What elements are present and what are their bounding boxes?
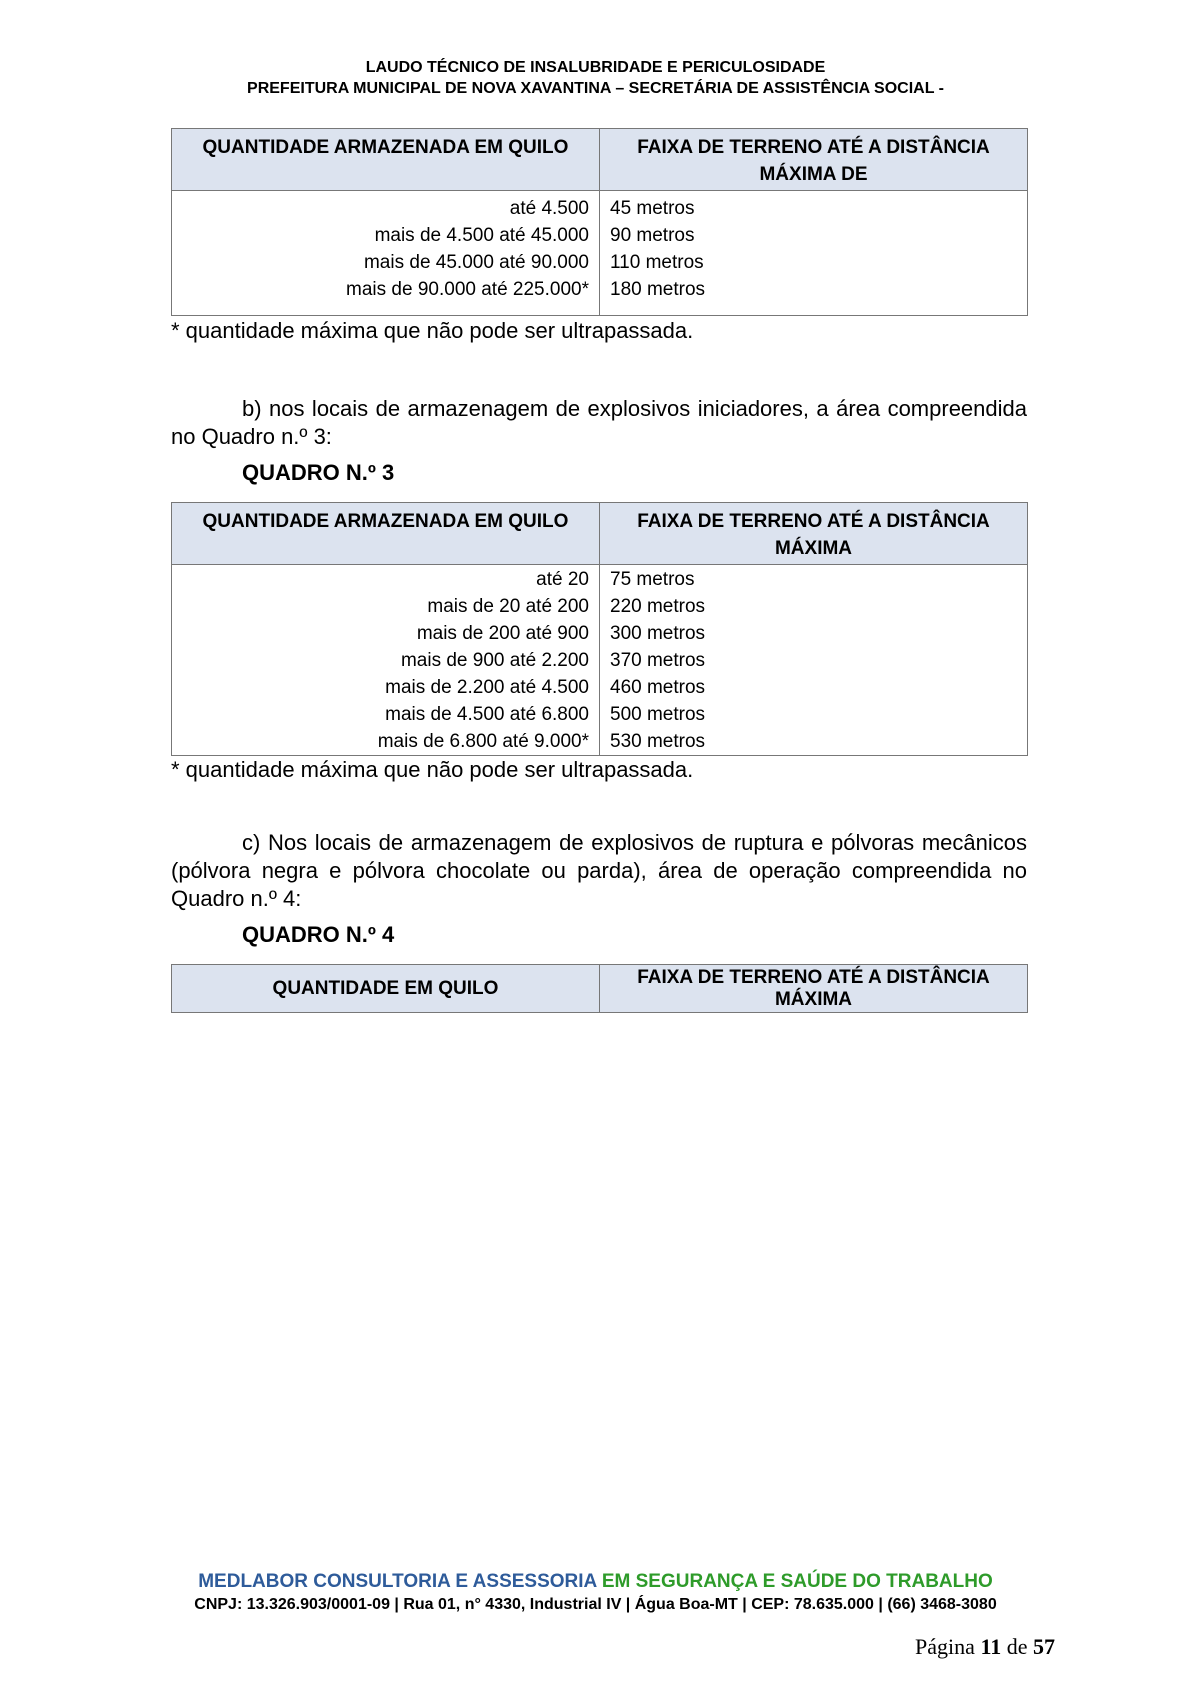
section-b: [171, 395, 1027, 487]
page-current: 11: [980, 1634, 1002, 1659]
table-row: [172, 647, 1028, 674]
cell-quantity: mais de 4.500 até 45.000: [172, 222, 600, 249]
table-note: * quantidade máxima que não pode ser ultrapassada.: [171, 757, 694, 782]
table-row: [172, 191, 1028, 223]
cell-distance: 45 metros: [600, 191, 1028, 223]
table-prev-section: [171, 128, 1027, 345]
page-of: de: [1006, 1634, 1028, 1659]
quadro-4-title: QUADRO N.º 4: [242, 922, 395, 947]
col-header-distance: FAIXA DE TERRENO ATÉ A DISTÂNCIA MÁXIMA: [600, 503, 1028, 565]
table-row: [172, 276, 1028, 316]
cell-quantity: mais de 4.500 até 6.800: [172, 701, 600, 728]
cell-distance: 370 metros: [600, 647, 1028, 674]
cell-distance: 110 metros: [600, 249, 1028, 276]
cell-distance: 300 metros: [600, 620, 1028, 647]
cell-distance: 75 metros: [600, 565, 1028, 594]
header-title: LAUDO TÉCNICO DE INSALUBRIDADE E PERICULOSIDADE: [365, 59, 826, 76]
paragraph-c: c) Nos locais de armazenagem de explosivos de ruptura e pólvoras mecânicos (pólvora negra e pólvora chocolate ou parda), área de operação compreendida no Quadro n.º 4:: [171, 830, 1027, 911]
table-note: * quantidade máxima que não pode ser ultrapassada.: [171, 318, 694, 343]
cell-distance: 90 metros: [600, 222, 1028, 249]
cell-quantity: mais de 6.800 até 9.000*: [172, 728, 600, 756]
footer-details: CNPJ: 13.326.903/0001-09 | Rua 01, n° 4330, Industrial IV | Água Boa-MT | CEP: 78.635.000 | (66) 3468-3080: [194, 1596, 997, 1613]
page-header: [0, 57, 1191, 99]
cell-distance: 180 metros: [600, 276, 1028, 316]
cell-distance: 220 metros: [600, 593, 1028, 620]
section-c: [171, 829, 1027, 949]
cell-quantity: mais de 200 até 900: [172, 620, 600, 647]
col-header-quantity: QUANTIDADE ARMAZENADA EM QUILO: [172, 503, 600, 565]
cell-quantity: mais de 2.200 até 4.500: [172, 674, 600, 701]
footer-company-tagline: EM SEGURANÇA E SAÚDE DO TRABALHO: [601, 1571, 993, 1592]
cell-quantity: até 4.500: [172, 191, 600, 223]
table-quadro-4: [171, 964, 1028, 1013]
table-row: [172, 701, 1028, 728]
table-row: [172, 620, 1028, 647]
paragraph-b: b) nos locais de armazenagem de explosivos iniciadores, a área compreendida no Quadro n.º 3:: [171, 396, 1027, 449]
cell-quantity: mais de 20 até 200: [172, 593, 600, 620]
footer-company: [0, 1570, 1191, 1594]
quadro-3-title: QUADRO N.º 3: [242, 460, 395, 485]
page-total: 57: [1033, 1634, 1055, 1659]
table-q4-section: [171, 964, 1027, 1013]
cell-quantity: até 20: [172, 565, 600, 594]
table-row: [172, 222, 1028, 249]
cell-distance: 460 metros: [600, 674, 1028, 701]
table-row: [172, 565, 1028, 594]
col-header-distance: FAIXA DE TERRENO ATÉ A DISTÂNCIA MÁXIMA: [600, 965, 1028, 1013]
col-header-distance: FAIXA DE TERRENO ATÉ A DISTÂNCIA MÁXIMA DE: [600, 129, 1028, 191]
cell-quantity: mais de 90.000 até 225.000*: [172, 276, 600, 316]
table-row: [172, 674, 1028, 701]
table-row: [172, 249, 1028, 276]
table-q3-section: [171, 502, 1027, 784]
cell-quantity: mais de 45.000 até 90.000: [172, 249, 600, 276]
cell-distance: 500 metros: [600, 701, 1028, 728]
table-prev: [171, 128, 1028, 316]
page-footer: [0, 1570, 1191, 1616]
cell-distance: 530 metros: [600, 728, 1028, 756]
col-header-quantity: QUANTIDADE ARMAZENADA EM QUILO: [172, 129, 600, 191]
header-subtitle: PREFEITURA MUNICIPAL DE NOVA XAVANTINA – SECRETÁRIA DE ASSISTÊNCIA SOCIAL -: [247, 80, 944, 97]
cell-quantity: mais de 900 até 2.200: [172, 647, 600, 674]
page-number: [915, 1634, 1055, 1660]
page-label: Página: [915, 1634, 975, 1659]
footer-company-name: MEDLABOR CONSULTORIA E ASSESSORIA: [198, 1571, 597, 1592]
table-row: [172, 728, 1028, 756]
table-row: [172, 593, 1028, 620]
table-quadro-3: [171, 502, 1028, 756]
col-header-quantity: QUANTIDADE EM QUILO: [172, 965, 600, 1013]
